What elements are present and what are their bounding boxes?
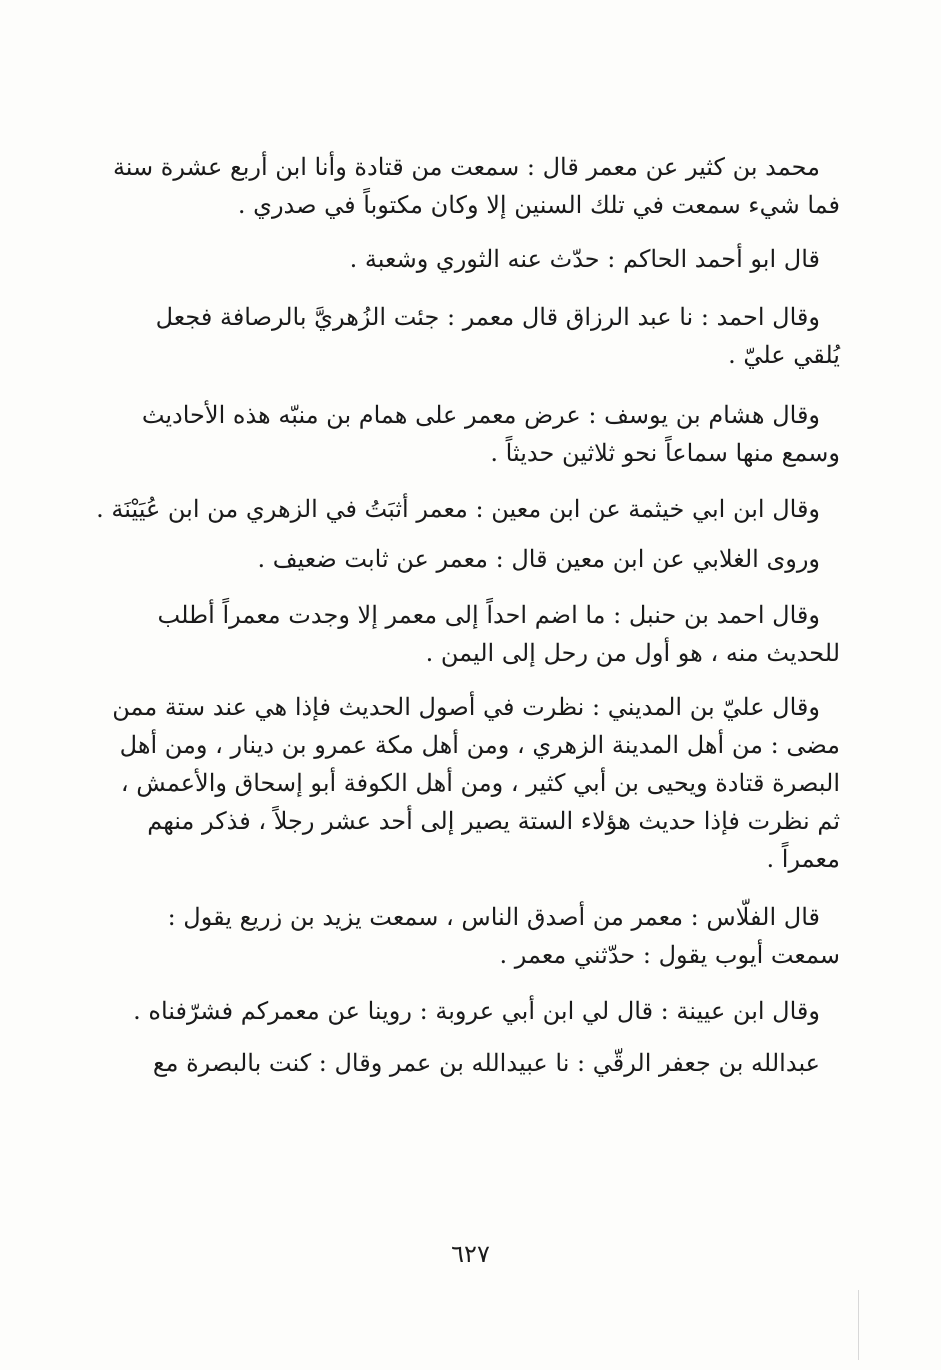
text-line: البصرة قتادة ويحيى بن أبي كثير ، ومن أهل الكوفة أبو إسحاق والأعمش ، — [120, 769, 840, 797]
paragraph-6 — [150, 540, 840, 578]
paragraph-2 — [150, 240, 840, 278]
paragraph-5 — [96, 490, 840, 528]
text-line: للحديث منه ، هو أول من رحل إلى اليمن . — [425, 639, 840, 667]
paragraph-11 — [150, 1044, 840, 1082]
paragraph-1 — [112, 148, 840, 224]
text-line: مضى : من أهل المدينة الزهري ، ومن أهل مكة عمرو بن دينار ، ومن أهل — [119, 731, 840, 759]
text-line: قال ابو أحمد الحاكم : حدّث عنه الثوري وشعبة . — [349, 245, 820, 273]
text-line: وقال احمد بن حنبل : ما اضم احداً إلى معمر إلا وجدت معمراً أطلب — [157, 601, 820, 629]
paragraph-3 — [150, 298, 840, 374]
text-line: يُلقي عليّ . — [728, 341, 840, 369]
page-number: ٦٢٧ — [451, 1240, 490, 1268]
text-body — [96, 148, 840, 1082]
text-line: وروى الغلابي عن ابن معين قال : معمر عن ثابت ضعيف . — [257, 545, 820, 573]
text-line: وقال ابن عيينة : قال لي ابن أبي عروبة : روينا عن معمركم فشرّفناه . — [133, 997, 820, 1025]
text-line: عبدالله بن جعفر الرقّي : نا عبيدالله بن عمر وقال : كنت بالبصرة مع — [152, 1049, 820, 1077]
text-line: وقال عليّ بن المديني : نظرت في أصول الحديث فإذا هي عند ستة ممن — [112, 693, 820, 721]
paragraph-7 — [150, 596, 840, 672]
text-line: معمراً . — [766, 845, 840, 873]
scan-edge-divider — [858, 1290, 859, 1360]
text-line: وقال احمد : نا عبد الرزاق قال معمر : جئت الزُهريَّ بالرصافة فجعل — [155, 303, 820, 331]
text-line: وقال ابن ابي خيثمة عن ابن معين : معمر أثبَتُ في الزهري من ابن عُيَيْنَة . — [96, 495, 820, 523]
text-line: سمعت أيوب يقول : حدّثني معمر . — [499, 941, 840, 969]
paragraph-4 — [141, 396, 840, 472]
text-line: قال الفلّاس : معمر من أصدق الناس ، سمعت يزيد بن زريع يقول : — [167, 903, 820, 931]
text-line: ثم نظرت فإذا حديث هؤلاء الستة يصير إلى أحد عشر رجلاً ، فذكر منهم — [147, 807, 840, 835]
text-line: وسمع منها سماعاً نحو ثلاثين حديثاً . — [490, 439, 840, 467]
text-line: فما شيء سمعت في تلك السنين إلا وكان مكتوباً في صدري . — [237, 191, 840, 219]
paragraph-8 — [112, 688, 840, 878]
text-line: وقال هشام بن يوسف : عرض معمر على همام بن منبّه هذه الأحاديث — [141, 401, 820, 429]
text-line: محمد بن كثير عن معمر قال : سمعت من قتادة وأنا ابن أربع عشرة سنة — [112, 153, 820, 181]
paragraph-10 — [133, 992, 840, 1030]
paragraph-9 — [150, 898, 840, 974]
